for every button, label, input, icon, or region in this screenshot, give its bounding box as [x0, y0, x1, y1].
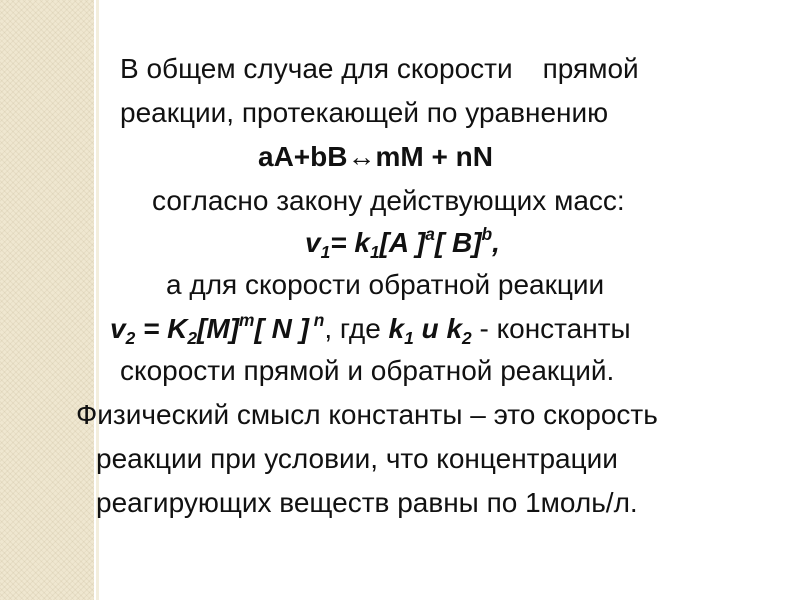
text-line-4: согласно закону действующих масс:	[152, 185, 625, 216]
conc-a: [A ]	[379, 227, 426, 258]
text-line-8: скорости прямой и обратной реакций.	[120, 355, 615, 386]
v1-subscript: 1	[320, 242, 331, 263]
text-line-1	[120, 52, 639, 86]
k1-symbol: k	[354, 227, 370, 258]
text-line-6: а для скорости обратной реакции	[166, 269, 605, 300]
conc-b: [ B]	[434, 227, 482, 258]
text-line-2: реакции, протекающей по уравнению	[120, 97, 609, 128]
k2-const-subscript: 2	[462, 328, 472, 349]
conc-m: [M]	[197, 313, 240, 344]
v2-equals: =	[135, 313, 168, 344]
text-line-10: реакции при условии, что концентрации	[96, 443, 618, 474]
v2-subscript: 2	[125, 328, 136, 349]
v2-symbol: v	[110, 313, 126, 344]
k2-const: k	[446, 313, 463, 344]
forward-rate-formula	[305, 223, 500, 263]
exp-n: n	[308, 309, 325, 330]
k1-const: k	[388, 313, 405, 344]
exp-a: a	[425, 223, 435, 244]
k1-const-subscript: 1	[404, 328, 414, 349]
k1-subscript: 1	[369, 242, 380, 263]
reverse-rate-formula	[110, 309, 631, 349]
K2-symbol: K	[167, 313, 188, 344]
constants-text: - константы	[471, 313, 631, 344]
reaction-equation: aA+bB↔mM + nN	[258, 141, 493, 172]
and-text: и	[413, 313, 447, 344]
K2-subscript: 2	[187, 328, 198, 349]
formula-comma: ,	[492, 227, 500, 258]
conc-n: [ N ]	[254, 313, 309, 344]
text-line-9: Физический смысл константы – это скорость	[76, 399, 658, 430]
text-line-1-part2: прямой	[542, 53, 639, 84]
exp-b: b	[481, 223, 493, 244]
v1-symbol: v	[305, 227, 321, 258]
exp-m: m	[239, 309, 255, 330]
v1-equals: =	[330, 227, 355, 258]
text-line-11: реагирующих веществ равны по 1моль/л.	[96, 487, 638, 518]
text-line-1-part1: В общем случае для скорости	[120, 53, 513, 84]
where-text: , где	[324, 313, 389, 344]
